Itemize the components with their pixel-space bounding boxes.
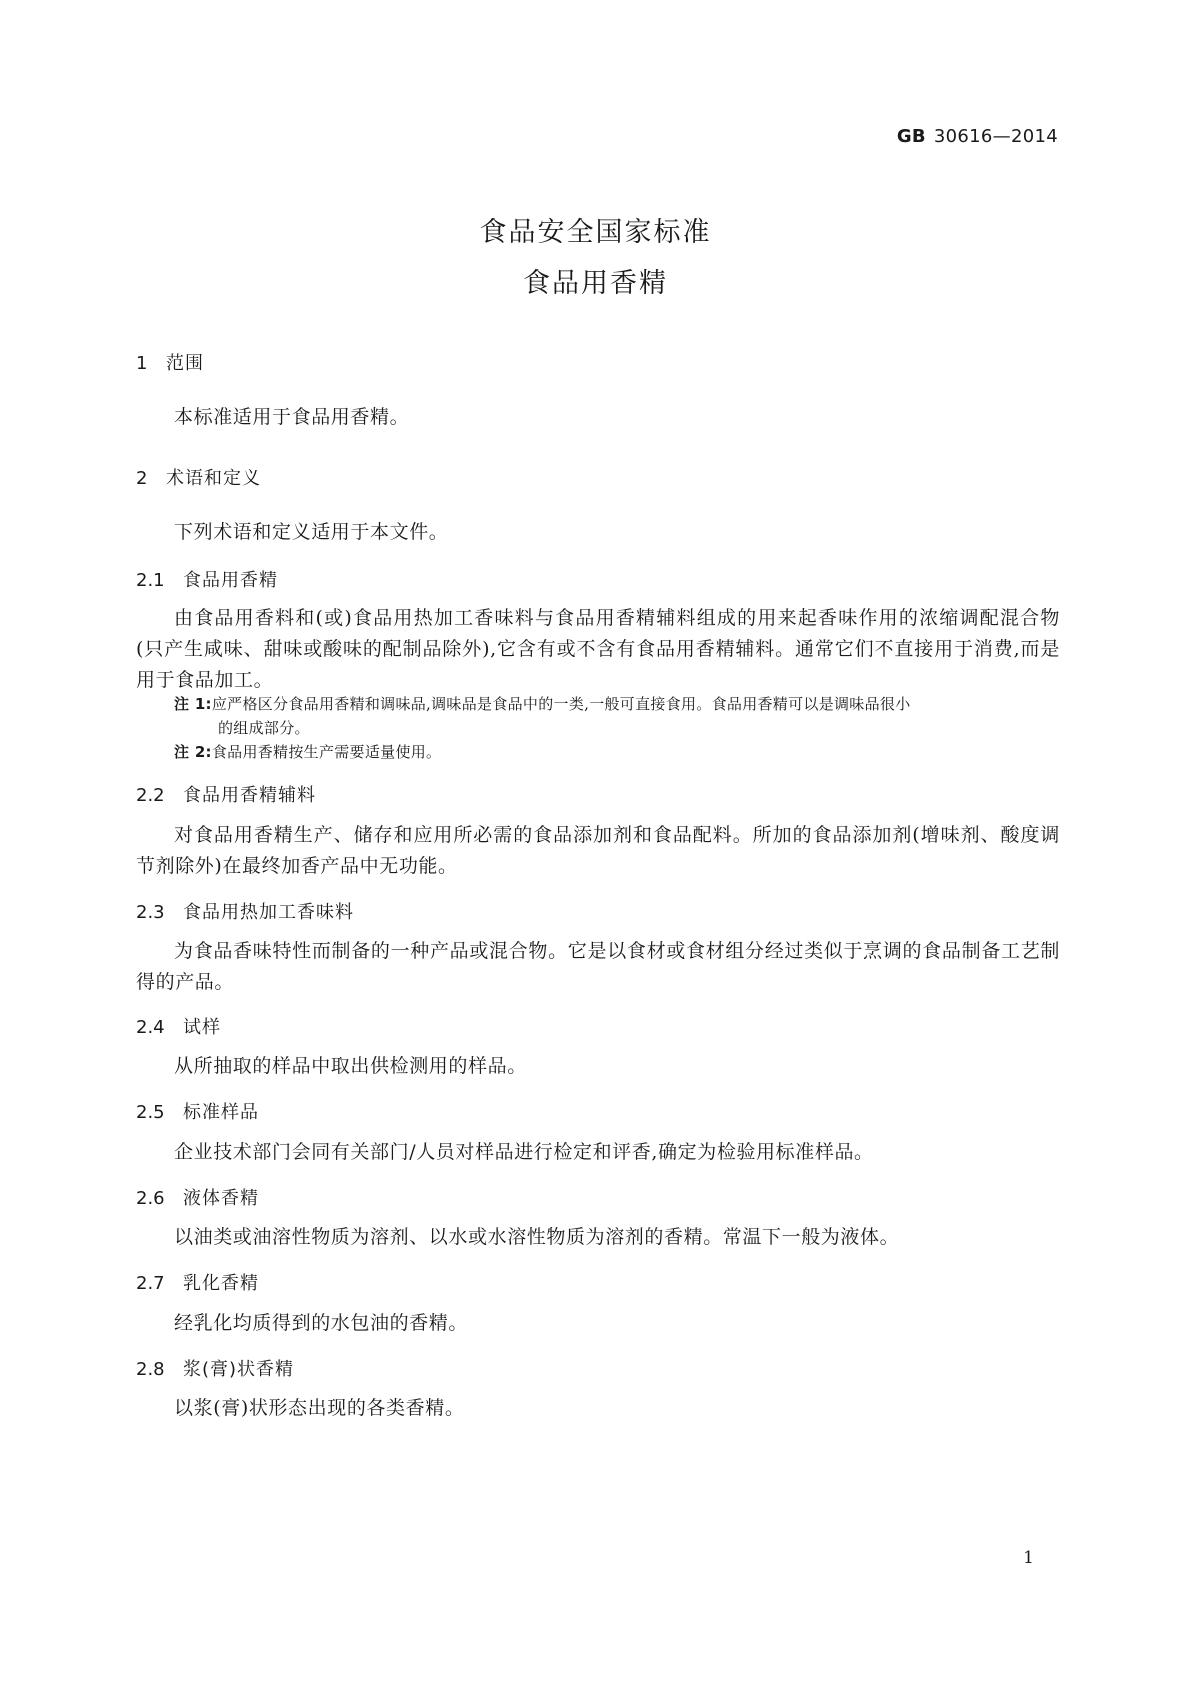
subsection-heading-2-2 — [136, 781, 316, 807]
subsection-number: 2.6 — [136, 1188, 165, 1209]
subsection-heading-2-1 — [136, 566, 278, 592]
document-title: 食品安全国家标准 — [479, 217, 712, 248]
subsection-number: 2.5 — [136, 1102, 165, 1123]
subsection-number: 2.8 — [136, 1359, 165, 1380]
subsection-paragraph-2-8: 以浆(膏)状形态出现的各类香精。 — [174, 1397, 465, 1419]
subsection-number: 2.4 — [136, 1017, 165, 1038]
subsection-number: 2.7 — [136, 1273, 165, 1294]
note-text: 食品用香精按生产需要适量使用。 — [211, 743, 442, 761]
subsection-paragraph-2-7: 经乳化均质得到的水包油的香精。 — [174, 1312, 469, 1334]
section-number: 2 — [136, 468, 149, 489]
standard-code-number: 30616—2014 — [933, 126, 1058, 147]
subsection-paragraph-2-4: 从所抽取的样品中取出供检测用的样品。 — [174, 1055, 527, 1077]
subsection-paragraph-2-5: 企业技术部门会同有关部门/人员对样品进行检定和评香,确定为检验用标准样品。 — [174, 1141, 874, 1163]
subsection-title: 乳化香精 — [183, 1273, 259, 1294]
subsection-paragraph-2-1: 由食品用香料和(或)食品用热加工香味料与食品用香精辅料组成的用来起香味作用的浓缩调配混合物(只产生咸味、甜味或酸味的配制品除外),它含有或不含有食品用香精辅料。通常它们不直接用于消费,而是用于食品加工。 — [136, 607, 1060, 691]
subsection-number: 2.2 — [136, 785, 165, 806]
note-label: 注 1: — [174, 695, 212, 713]
section-paragraph-1: 本标准适用于食品用香精。 — [174, 406, 410, 428]
section-title: 范围 — [166, 353, 204, 374]
page-number: 1 — [1023, 1548, 1034, 1568]
subsection-title: 试样 — [183, 1017, 221, 1038]
subsection-title: 食品用热加工香味料 — [183, 902, 354, 923]
section-number: 1 — [136, 353, 149, 374]
standard-code-prefix: GB — [896, 126, 926, 147]
subsection-heading-2-4 — [136, 1013, 221, 1039]
subsection-heading-2-5 — [136, 1098, 259, 1124]
subsection-title: 食品用香精辅料 — [183, 785, 316, 806]
subsection-title: 液体香精 — [183, 1188, 259, 1209]
note-text: 应严格区分食品用香精和调味品,调味品是食品中的一类,一般可直接食用。食品用香精可以是调味品很小 — [211, 695, 911, 713]
subsection-heading-2-6 — [136, 1184, 259, 1210]
note-label: 注 2: — [174, 743, 212, 761]
subsection-heading-2-3 — [136, 898, 354, 924]
section-title: 术语和定义 — [166, 468, 261, 489]
subsection-title: 浆(膏)状香精 — [183, 1359, 295, 1380]
subsection-paragraph-2-2: 对食品用香精生产、储存和应用所必需的食品添加剂和食品配料。所加的食品添加剂(增味剂、酸度调节剂除外)在最终加香产品中无功能。 — [136, 824, 1060, 877]
section-heading-2 — [136, 464, 261, 490]
section-paragraph-2: 下列术语和定义适用于本文件。 — [174, 521, 449, 543]
subsection-paragraph-2-3: 为食品香味特性而制备的一种产品或混合物。它是以食材或食材组分经过类似于烹调的食品制备工艺制得的产品。 — [136, 940, 1060, 993]
subsection-title: 食品用香精 — [183, 570, 278, 591]
note-2 — [174, 740, 1060, 764]
subsection-number: 2.3 — [136, 902, 165, 923]
subsection-number: 2.1 — [136, 570, 165, 591]
subsection-heading-2-8 — [136, 1355, 294, 1381]
note-text-continued: 的组成部分。 — [218, 719, 310, 737]
subsection-paragraph-2-6: 以油类或油溶性物质为溶剂、以水或水溶性物质为溶剂的香精。常温下一般为液体。 — [174, 1226, 900, 1248]
standard-code — [897, 126, 1058, 147]
section-heading-1 — [136, 349, 204, 375]
document-subtitle: 食品用香精 — [523, 268, 668, 299]
subsection-heading-2-7 — [136, 1269, 259, 1295]
note-1 — [174, 692, 1060, 740]
subsection-title: 标准样品 — [183, 1102, 259, 1123]
